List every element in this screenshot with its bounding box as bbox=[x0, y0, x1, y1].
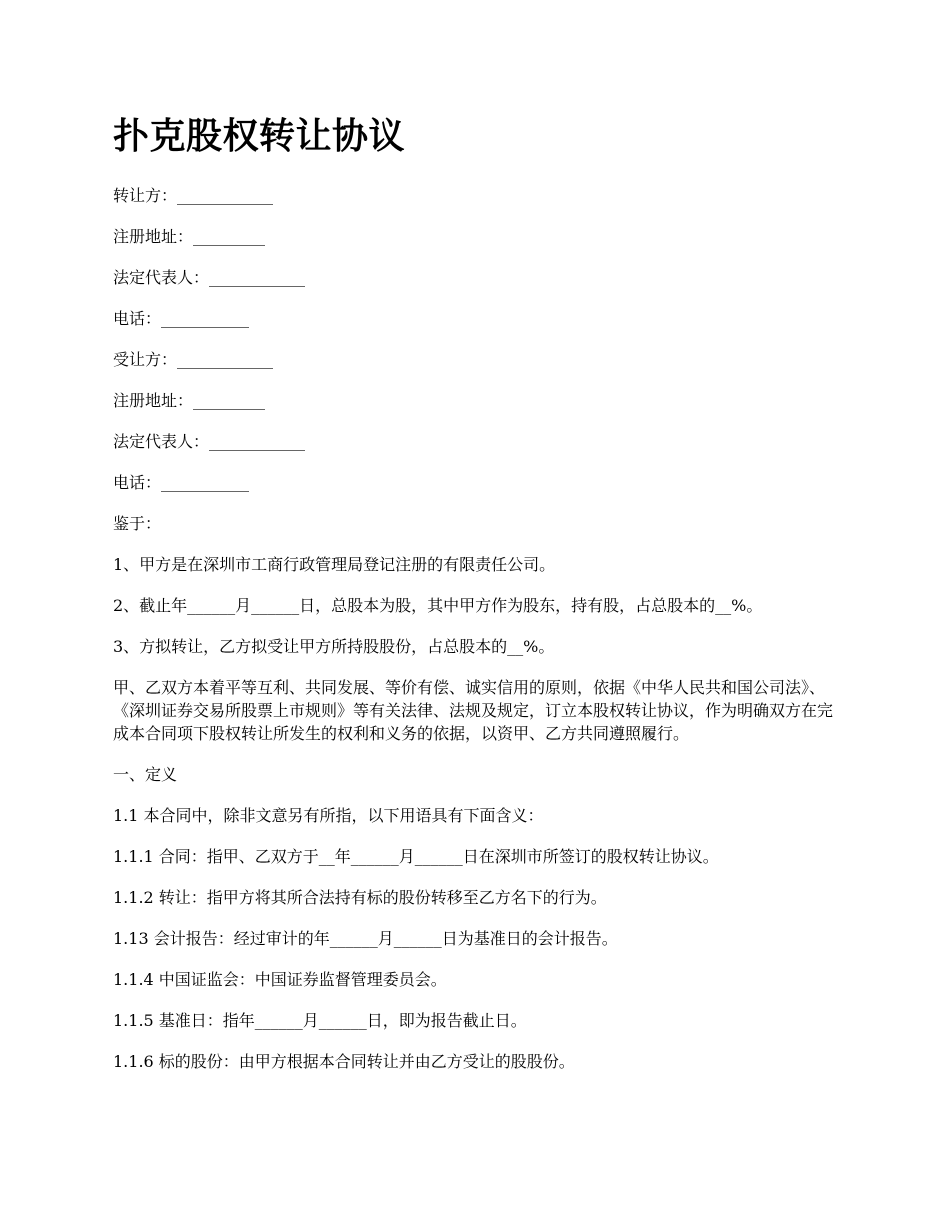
section-definitions-heading: 一、定义 bbox=[113, 765, 178, 784]
clause-1-1-2: 1.1.2 转让：指甲方将其所合法持有标的股份转移至乙方名下的行为。 bbox=[113, 888, 607, 907]
transferee-legal-rep-line: 法定代表人：____________ bbox=[113, 432, 306, 451]
transferee-line: 受让方：____________ bbox=[113, 350, 274, 369]
transferor-legal-rep-line: 法定代表人：____________ bbox=[113, 268, 306, 287]
whereas-heading: 鉴于： bbox=[113, 514, 162, 533]
preamble-paragraph: 甲、乙双方本着平等互利、共同发展、等价有偿、诚实信用的原则，依据《中华人民共和国公司法》、《深圳证券交易所股票上市规则》等有关法律、法规及规定，订立本股权转让协议，作为明确双方在完成本合同项下股权转让所发生的权利和义务的依据，以资甲、乙方共同遵照履行。 bbox=[113, 678, 834, 743]
transferee-address-line: 注册地址：_________ bbox=[113, 391, 266, 410]
transferor-address-line: 注册地址：_________ bbox=[113, 227, 266, 246]
clause-1-1-5: 1.1.5 基准日：指年______月______日，即为报告截止日。 bbox=[113, 1011, 527, 1030]
document-title: 扑克股权转让协议 bbox=[113, 115, 406, 157]
clause-1-1: 1.1 本合同中，除非文意另有所指，以下用语具有下面含义： bbox=[113, 806, 544, 825]
transferor-phone-line: 电话：___________ bbox=[113, 309, 250, 328]
whereas-item-1: 1、甲方是在深圳市工商行政管理局登记注册的有限责任公司。 bbox=[113, 555, 556, 574]
whereas-item-3: 3、方拟转让，乙方拟受让甲方所持股股份，占总股本的__%。 bbox=[113, 637, 555, 656]
whereas-item-2: 2、截止年______月______日，总股本为股，其中甲方作为股东，持有股，占总股本的__%。 bbox=[113, 596, 763, 615]
clause-1-1-4: 1.1.4 中国证监会：中国证券监督管理委员会。 bbox=[113, 970, 447, 989]
clause-1-1-1: 1.1.1 合同：指甲、乙双方于__年______月______日在深圳市所签订的股权转让协议。 bbox=[113, 847, 719, 866]
transferee-phone-line: 电话：___________ bbox=[113, 473, 250, 492]
document-page bbox=[113, 108, 843, 1091]
transferor-line: 转让方：____________ bbox=[113, 186, 274, 205]
clause-1-1-3: 1.13 会计报告：经过审计的年______月______日为基准日的会计报告。 bbox=[113, 929, 618, 948]
clause-1-1-6: 1.1.6 标的股份：由甲方根据本合同转让并由乙方受让的股股份。 bbox=[113, 1052, 575, 1071]
